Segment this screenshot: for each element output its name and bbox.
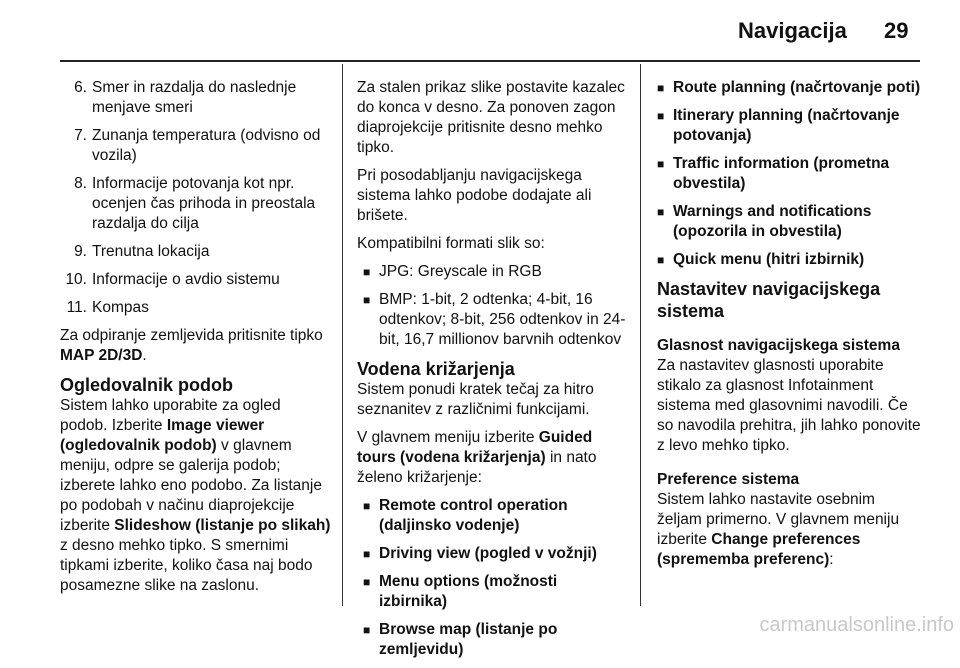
page-number: 29 [884,18,909,43]
bullet-icon: ■ [363,293,371,307]
paragraph: Pri posodabljanju navigacijskega sistema lahko podobe dodajate ali brišete. [357,167,592,224]
paragraph: Sistem ponudi kratek tečaj za hitro seznanitev z različnimi funkcijami. [357,381,594,418]
paragraph: Kompatibilni formati slik so: [357,235,545,252]
image-format-list [357,262,627,350]
bullet-icon: ■ [657,253,665,267]
bullet-icon: ■ [657,81,665,95]
subheading-preferences: Preference sistema [657,471,800,488]
column-divider-2 [640,64,641,606]
display-legend-list [60,78,332,318]
list-item: 11. Kompas [66,299,149,316]
map-key-label: MAP 2D/3D [60,347,143,364]
list-item: ■ Traffic information (prometna obvestila) [657,155,890,192]
column-1 [60,78,332,604]
bullet-icon: ■ [363,265,371,279]
paragraph: V glavnem meniju izberite Guided tours (vodena križarjenja) in nato želeno križarjenje: [357,429,597,486]
section-heading-guided-tours: Vodena križarjenja [357,359,515,379]
bullet-icon: ■ [657,109,665,123]
volume-paragraph: Za nastavitev glasnosti uporabite stikalo za glasnost Infotainment sistema med glasovnimi navodili. Če so navodila prehitra, jih lahko ponovite z levo mehko tipko. [657,357,921,454]
list-item: ■ Browse map (listanje po zemljevidu) [363,621,558,658]
list-item: ■ Menu options (možnosti izbirnika) [363,573,558,610]
list-item: 8. Informacije potovanja kot npr. ocenjen čas prihoda in preostala razdalja do cilja [74,175,316,232]
bullet-icon: ■ [657,157,665,171]
guided-tour-list [357,496,627,660]
list-item: ■ BMP: 1-bit, 2 odtenka; 4-bit, 16 odtenkov; 8-bit, 256 odtenkov in 24-bit, 16,7 millionov barvnih odtenkov [363,291,626,348]
bullet-icon: ■ [363,623,371,637]
page-header-title: Navigacija [738,18,847,43]
list-item: ■ Itinerary planning (načrtovanje potovanja) [657,107,900,144]
header-rule [60,60,920,62]
list-item: ■ Warnings and notifications (opozorila in obvestila) [657,203,872,240]
column-2 [357,78,627,668]
bullet-icon: ■ [363,547,371,561]
list-item: ■ Remote control operation (daljinsko vodenje) [363,497,568,534]
guided-tour-list-continued [657,78,922,270]
list-item: ■ Quick menu (hitri izbirnik) [657,251,865,268]
map-instruction: Za odpiranje zemljevida pritisnite tipko MAP 2D/3D. [60,327,323,364]
list-item: ■ JPG: Greyscale in RGB [363,263,542,280]
column-3 [657,78,922,578]
column-divider-1 [342,64,343,606]
list-item: ■ Driving view (pogled v vožnji) [363,545,597,562]
bullet-icon: ■ [657,205,665,219]
watermark: carmanualsonline.info [759,614,954,636]
section-heading-nav-settings: Nastavitev navigacijskega sistema [657,279,881,321]
preferences-paragraph: Sistem lahko nastavite osebnim željam primerno. V glavnem meniju izberite Change preferences (sprememba preferenc): [657,491,900,568]
section-heading-photo-viewer: Ogledovalnik podob [60,375,234,395]
photo-viewer-paragraph: Sistem lahko uporabite za ogled podob. Izberite Image viewer (ogledovalnik podob) v glavnem meniju, odpre se galerija podob; izberete lahko eno podobo. Za listanje po podobah v načinu diaprojekcije izberite Slideshow (listanje po slikah) z desno mehko tipko. S smernimi tipkami izberite, koliko časa naj bodo posamezne slike na zaslonu. [60,397,331,594]
list-item: 6. Smer in razdalja do naslednje menjave smeri [74,79,297,116]
list-item: 7. Zunanja temperatura (odvisno od vozila) [74,127,321,164]
list-item: 9. Trenutna lokacija [74,243,210,260]
list-item: ■ Route planning (načrtovanje poti) [657,79,921,96]
bullet-icon: ■ [363,575,371,589]
bullet-icon: ■ [363,499,371,513]
paragraph: Za stalen prikaz slike postavite kazalec do konca v desno. Za ponoven zagon diaprojekcije pritisnite desno mehko tipko. [357,79,625,156]
subheading-volume: Glasnost navigacijskega sistema [657,337,900,354]
list-item: 10. Informacije o avdio sistemu [65,271,280,288]
